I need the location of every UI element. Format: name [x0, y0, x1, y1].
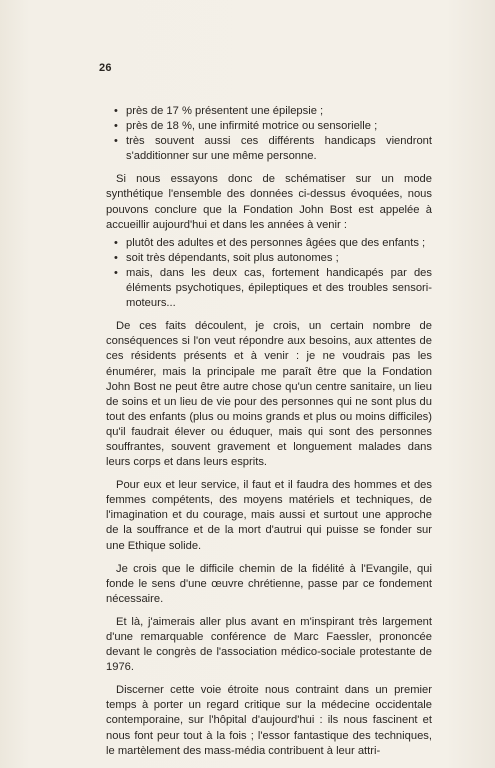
list-item: [106, 236, 432, 251]
paragraph: De ces faits découlent, je crois, un certain nombre de conséquences si l'on veut répondre aux besoins, aux attentes de ces résidents présents et à venir : je ne voudrais pas les énumérer, mais la principale me paraît être que la Fondation John Bost ne peut être autre chose qu'un centre sanitaire, un lieu de soins et un lieu de vie pour des personnes qui ne sont plus du tout des enfants (plus ou moins grands et plus ou moins difficiles) qu'il faudrait élever ou éduquer, mais qui sont des personnes souffrantes, souvent gravement et longuement malades dans leurs corps et dans leurs esprits.: [106, 320, 432, 469]
page-text: [106, 104, 432, 759]
paragraph: Pour eux et leur service, il faut et il faudra des hommes et des femmes compétents, des moyens matériels et techniques, de l'imagination et du courage, mais aussi et surtout une approche de la souffrance et de la mort d'autrui qui puisse se fonder sur une Ethique solide.: [106, 479, 432, 552]
list-item-text: mais, dans les deux cas, fortement handicapés par des éléments psychotiques, épileptiques et des troubles sensori-moteurs...: [126, 266, 432, 310]
paragraph: Je crois que le difficile chemin de la fidélité à l'Evangile, qui fonde le sens d'une œuvre chrétienne, passe par ce fondement nécessaire.: [106, 562, 432, 605]
bullet-icon: •: [114, 120, 118, 133]
handicap-stats-list: [106, 104, 432, 164]
bullet-icon: •: [114, 135, 118, 148]
list-item-text: soit très dépendants, soit plus autonomes ;: [126, 251, 339, 264]
paragraph: Discerner cette voie étroite nous contraint dans un premier temps à porter un regard critique sur la médecine occidentale contemporaine, sur l'hôpital d'aujourd'hui : ils nous fascinent et nous font peur tout à la fois ; l'essor fantastique des techniques, le martèlement des mass-média contribuent à leur attri-: [106, 684, 432, 757]
page-number: 26: [99, 62, 112, 74]
bullet-icon: •: [114, 236, 118, 249]
bullet-icon: •: [114, 266, 118, 279]
bullet-icon: •: [114, 105, 118, 117]
list-item-text: très souvent aussi ces différents handicaps viendront s'additionner sur une même personne.: [126, 135, 432, 163]
paragraph: Si nous essayons donc de schématiser sur un mode synthétique l'ensemble des données ci-dessus évoquées, nous pouvons conclure que la Fondation John Bost est appelée à accueillir aujourd'hui et dans les années à venir :: [106, 173, 432, 231]
list-item: [106, 134, 432, 164]
list-item-text: près de 17 % présentent une épilepsie ;: [126, 105, 324, 117]
list-item: [106, 266, 432, 311]
list-item-text: près de 18 %, une infirmité motrice ou sensorielle ;: [126, 120, 378, 133]
list-item: [106, 119, 432, 134]
resident-profile-list: [106, 236, 432, 311]
list-item-text: plutôt des adultes et des personnes âgées que des enfants ;: [126, 236, 426, 249]
bullet-icon: •: [114, 251, 118, 264]
list-item: [106, 251, 432, 266]
list-item: [106, 104, 432, 119]
paragraph: Et là, j'aimerais aller plus avant en m'inspirant très largement d'une remarquable conférence de Marc Faessler, prononcée devant le congrès de l'association médico-sociale protestante de 1976.: [106, 615, 432, 674]
